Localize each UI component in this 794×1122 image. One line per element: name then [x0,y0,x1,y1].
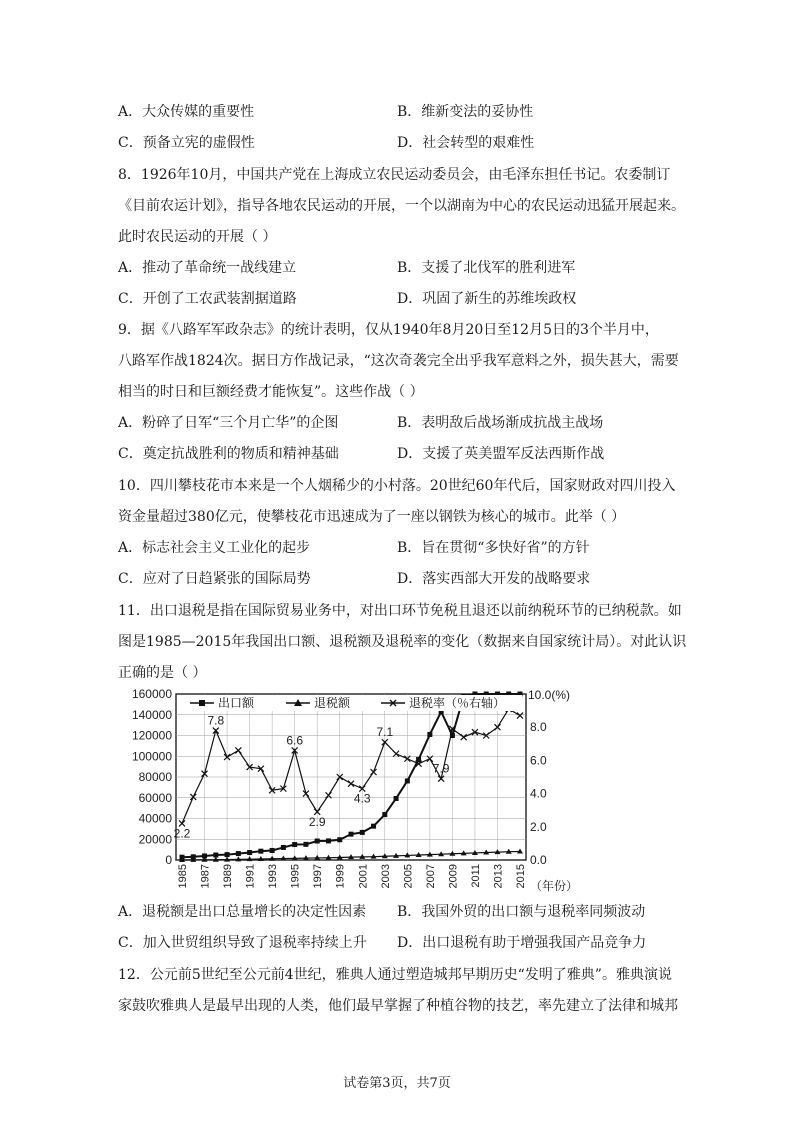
right-axis-tick-label: 8.0 [530,720,547,735]
data-label: 2.2 [173,826,191,841]
export-tax-rebate-chart [118,684,588,892]
q12-stem-line-2: 家鼓吹雅典人是最早出现的人类，他们最早掌握了种植谷物的技艺，率先建立了法律和城邦 [118,998,678,1014]
series-point-square [225,852,230,857]
x-axis-tick-label: 2009 [447,864,460,889]
q11-stem-line-1: 11．出口退税是指在国际贸易业务中，对出口环节免税且退还以前纳税环节的已纳税款。如 [118,603,682,619]
q10-stem-line-2: 资金量超过380亿元，使攀枝花市迅速成为了一座以钢铁为核心的城市。此举（ ） [118,509,626,525]
series-point-square [360,830,365,835]
q11-stem-line-3: 正确的是（ ） [118,665,207,681]
q11-option-c: C．加入世贸组织导致了退税率持续上升 [118,935,367,951]
series-point-square [326,838,331,843]
q9-stem-line-3: 相当的时日和巨额经费才能恢复”。这些作战（ ） [118,384,424,400]
x-axis-tick-label: 1995 [289,864,302,889]
q8-option-a: A．推动了革命统一战线建立 [118,260,297,276]
q9-stem-line-1: 9．据《八路军军政杂志》的统计表明，仅从1940年8月20日至12月5日的3个半月中， [118,322,659,338]
series-point-x [235,747,241,753]
series-point-square [258,849,263,854]
q10-stem-line-1: 10．四川攀枝花市本来是一个人烟稀少的小村落。20世纪60年代后，国家财政对四川投入 [118,478,676,494]
q9-option-c: C．奠定抗战胜利的物质和精神基础 [118,446,339,462]
series-point-square [337,837,342,842]
series-point-square [303,842,308,847]
series-line-3 [182,709,520,824]
q7-option-d: D．社会转型的艰难性 [397,135,535,151]
x-axis-tick-label: 1997 [312,864,325,889]
legend-label: 退税额 [314,696,351,710]
q12-stem-line-1: 12．公元前5世纪至公元前4世纪，雅典人通过塑造城邦早期历史“发明了雅典”。雅典演说 [118,967,672,983]
series-point-square [349,832,354,837]
left-axis-tick-label: 140000 [131,707,172,722]
series-point-square [247,850,252,855]
left-axis-tick-label: 40000 [138,811,172,826]
series-point-square [394,796,399,801]
q8-stem-line-2: 《目前农运计划》，指导各地农民运动的开展，一个以湖南为中心的农民运动迅猛开展起来。 [118,198,685,214]
left-axis-tick-label: 160000 [131,687,172,701]
q9-stem-line-2: 八路军作战1824次。据日方作战记录，“这次奇袭完全出乎我军意料之外，损失甚大，需要 [118,353,679,369]
q8-option-d: D．巩固了新生的苏维埃政权 [397,291,577,307]
x-axis-tick-label: 1985 [177,864,189,889]
x-axis-tick-label: 2003 [379,864,392,889]
left-axis-tick-label: 80000 [138,770,172,784]
left-axis-tick-label: 0 [165,853,172,867]
series-point-x [517,713,523,719]
q11-stem-line-2: 图是1985—2015年我国出口额、退税额及退税率的变化（数据来自国家统计局）。对此认识 [118,634,687,650]
page-footer: 试卷第3页，共7页 [343,1076,451,1091]
x-axis-tick-label: 2015 [515,864,527,889]
data-label: 6.6 [286,733,304,748]
q10-option-b: B．旨在贯彻“多快好省”的方针 [397,540,590,556]
left-axis-tick-label: 120000 [131,728,172,743]
right-axis-tick-label: 0.0 [530,853,547,867]
data-label: 2.9 [308,814,326,829]
x-axis-tick-label: 2011 [469,864,482,888]
series-point-square [236,851,241,856]
series-point-x [325,792,331,798]
series-point-square [281,845,286,850]
data-label: 4.3 [353,791,371,806]
q7-option-b: B．维新变法的妥协性 [397,104,534,120]
series-point-x [190,794,196,800]
series-point-square [382,812,387,817]
q8-option-c: C．开创了工农武装割据道路 [118,291,297,307]
series-point-x [371,769,377,775]
q9-option-d: D．支援了英美盟军反法西斯作战 [397,446,605,462]
data-label: 7.1 [376,725,394,740]
right-axis-tick-label: 2.0 [530,819,547,834]
q10-option-a: A．标志社会主义工业化的起步 [118,540,311,556]
series-point-square [371,824,376,829]
q10-option-d: D．落实西部大开发的战略要求 [397,571,591,587]
x-axis-tick-label: 1989 [222,864,235,889]
x-axis-tick-label: 2013 [492,864,505,889]
x-axis-tick-label: 1991 [244,864,257,889]
legend-label: 出口额 [218,696,255,710]
series-point-square [427,732,432,737]
q8-stem-line-3: 此时农民运动的开展（ ） [118,229,277,245]
data-label: 7.9 [432,761,450,776]
x-axis-unit-label: （年份） [530,879,579,892]
series-point-x [461,734,467,740]
series-point-square [270,848,275,853]
right-axis-tick-label: 4.0 [530,786,547,801]
left-axis-tick-label: 20000 [138,832,172,847]
series-point-x [348,781,354,787]
q7-option-c: C．预备立宪的虚假性 [118,135,255,151]
x-axis-tick-label: 1987 [199,864,212,889]
q7-option-a: A．大众传媒的重要性 [118,104,255,120]
q11-option-d: D．出口退税有助于增强我国产品竞争力 [397,935,647,951]
q9-option-b: B．表明敌后战场渐成抗战主战场 [397,415,604,431]
q9-option-a: A．粉碎了日军“三个月亡华”的企图 [118,415,339,431]
right-axis-tick-label: 6.0 [530,753,547,768]
q11-option-b: B．我国外贸的出口额与退税率同频波动 [397,904,646,920]
x-axis-tick-label: 2005 [402,864,415,889]
left-axis-tick-label: 100000 [131,749,172,764]
series-point-x [393,751,399,757]
x-axis-tick-label: 1993 [267,864,280,889]
legend-marker-square [199,700,205,706]
series-point-square [292,842,297,847]
series-point-square [405,778,410,783]
x-axis-tick-label: 2007 [424,864,437,889]
q10-option-c: C．应对了日趋紧张的国际局势 [118,571,311,587]
q8-stem-line-1: 8．1926年10月，中国共产党在上海成立农民运动委员会，由毛泽东担任书记。农委制订 [118,167,671,183]
right-axis-top-label: 10.0(%) [528,688,571,702]
legend-label: 退税率（％右轴） [409,696,506,710]
x-axis-tick-label: 2001 [357,864,370,889]
left-axis-tick-label: 60000 [138,790,172,805]
data-label: 7.8 [207,713,225,728]
series-point-square [315,839,320,844]
q11-option-a: A．退税额是出口总量增长的决定性因素 [118,904,367,920]
x-axis-tick-label: 1999 [334,864,347,889]
q8-option-b: B．支援了北伐军的胜利进军 [397,260,576,276]
